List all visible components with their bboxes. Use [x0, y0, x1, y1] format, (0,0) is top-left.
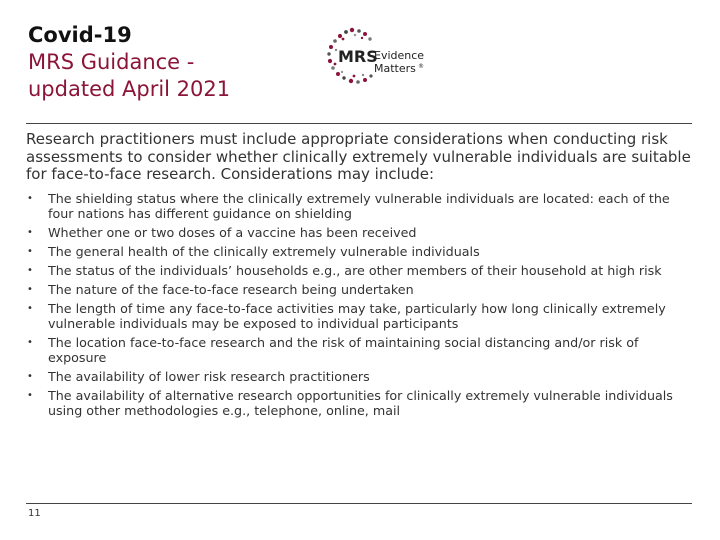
list-item	[26, 301, 696, 332]
list-item-text: The status of the individuals’ households e.g., are other members of their household at high risk	[48, 262, 662, 278]
list-item	[26, 335, 696, 366]
bullet-icon: •	[27, 371, 33, 383]
footer-divider	[26, 503, 692, 504]
list-item-text: The general health of the clinically extremely vulnerable individuals	[48, 244, 480, 260]
list-item-text: The length of time any face-to-face activities may take, particularly how long clinically extremely vulnerable individuals may be exposed to individual participants	[48, 300, 666, 332]
bullet-icon: •	[27, 264, 33, 276]
mrs-evidence-matters-logo	[324, 26, 434, 86]
list-item-text: The nature of the face-to-face research being undertaken	[48, 281, 414, 297]
list-item	[26, 191, 696, 222]
list-item	[26, 282, 696, 297]
list-item	[26, 369, 696, 384]
slide-subtitle-line-1: MRS Guidance -	[28, 50, 195, 74]
logo-trademark: ®	[418, 63, 424, 70]
logo-text-matters: Matters	[374, 62, 416, 75]
list-item-text: The availability of lower risk research practitioners	[48, 369, 370, 385]
list-item	[26, 263, 696, 278]
logo-mark-mrs: MRS	[338, 47, 378, 66]
intro-paragraph: Research practitioners must include appropriate considerations when conducting risk assessments to consider whether clinically extremely vulnerable individuals are suitable for face-to-face research. Considerations may include:	[26, 130, 691, 184]
header-divider	[26, 123, 692, 124]
bullet-icon: •	[27, 336, 33, 348]
list-item	[26, 225, 696, 240]
logo-text-evidence: Evidence	[374, 49, 425, 62]
bullet-icon: •	[27, 227, 33, 239]
bullet-icon: •	[27, 283, 33, 295]
slide-title-block	[28, 22, 230, 103]
list-item	[26, 244, 696, 259]
list-item-text: The shielding status where the clinically extremely vulnerable individuals are located: each of the four nations has different guidance on shielding	[48, 191, 670, 222]
list-item-text: The availability of alternative research opportunities for clinically extremely vulnerable individuals using other methodologies e.g., telephone, online, mail	[48, 388, 673, 419]
list-item-text: Whether one or two doses of a vaccine has been received	[48, 225, 417, 241]
page-number: 11	[28, 508, 41, 519]
bullet-icon: •	[27, 193, 33, 204]
bullet-icon: •	[27, 390, 33, 402]
considerations-list	[26, 191, 696, 422]
list-item	[26, 388, 696, 419]
slide-title: Covid-19	[28, 23, 132, 47]
list-item-text: The location face-to-face research and the risk of maintaining social distancing and/or risk of exposure	[48, 334, 639, 366]
bullet-icon: •	[27, 246, 33, 258]
bullet-icon: •	[27, 302, 33, 314]
slide-subtitle-line-2: updated April 2021	[28, 77, 231, 101]
